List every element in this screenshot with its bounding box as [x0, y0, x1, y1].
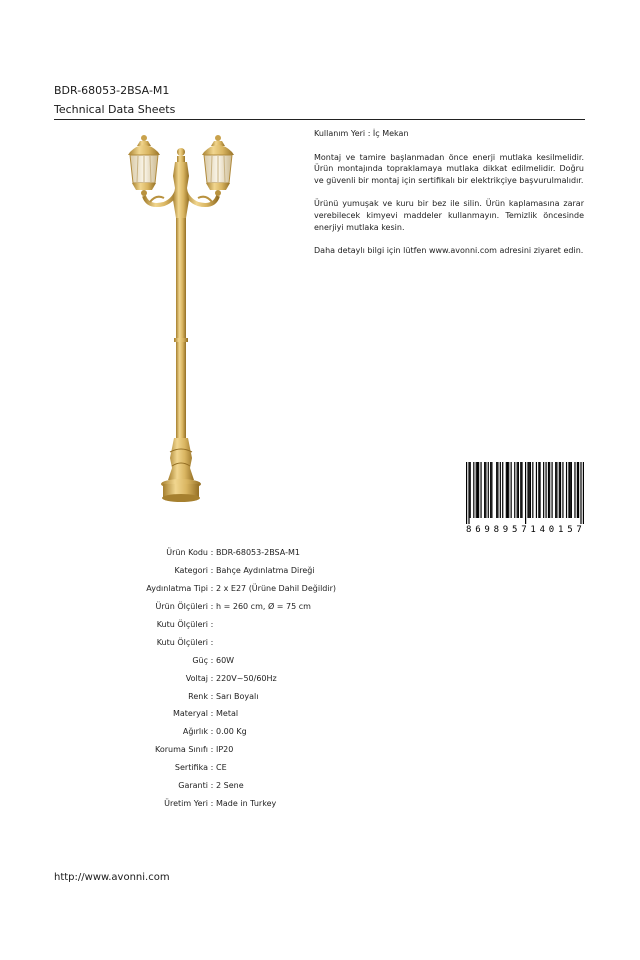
spec-value: Metal [216, 709, 239, 719]
barcode-bar [577, 462, 578, 518]
barcode-bar [497, 462, 498, 518]
spec-row [90, 544, 416, 562]
barcode-bar [496, 462, 497, 518]
spec-row [90, 741, 416, 759]
spec-value: BDR-68053-2BSA-M1 [216, 548, 300, 558]
footer-url: http://www.avonni.com [54, 872, 170, 883]
barcode-digit: 1 [530, 525, 536, 534]
spec-separator: : [210, 584, 214, 594]
barcode-bar [473, 462, 474, 518]
barcode-bar [527, 462, 528, 518]
spec-row [90, 669, 416, 687]
barcode-digit: 6 [475, 525, 481, 534]
barcode-bar [555, 462, 556, 518]
spec-label: Koruma Sınıfı [155, 745, 208, 755]
lamp-post-illustration [120, 128, 242, 508]
installation-warning: Montaj ve tamire başlanmadan önce enerji mutlaka kesilmelidir. Ürün montajında topraklamaya mutlaka dikkat edilmelidir. Doğru ve güvenli bir montaj için sertifikalı bir elektrikçiye başvurulmalıdır. [314, 152, 584, 185]
spec-value: Made in Turkey [216, 798, 277, 808]
spec-row [90, 616, 416, 634]
barcode-bar [574, 462, 575, 518]
barcode-bar [480, 462, 481, 518]
barcode-graphic [464, 462, 586, 534]
barcode-bar [507, 462, 508, 518]
barcode-bar [549, 462, 550, 518]
spec-row [90, 723, 416, 741]
spec-value: 0.00 Kg [216, 727, 247, 737]
spec-row [90, 562, 416, 580]
spec-row [90, 651, 416, 669]
barcode-bar [491, 462, 492, 518]
barcode-digit: 9 [502, 525, 509, 534]
left-lantern [128, 135, 160, 196]
barcode-bar [506, 462, 507, 518]
barcode-bar [532, 462, 533, 518]
spec-separator: : [210, 620, 214, 629]
barcode-bar [570, 462, 571, 518]
more-info-note: Daha detaylı bilgi için lütfen www.avonni.com adresini ziyaret edin. [314, 246, 584, 256]
barcode-bar [562, 462, 563, 518]
spec-separator: : [210, 602, 214, 612]
barcode-bar [477, 462, 478, 518]
spec-label: Kutu Ölçüleri [156, 620, 208, 629]
barcode-bar [556, 462, 557, 518]
barcode-bar [530, 462, 531, 518]
spec-label: Renk [188, 691, 208, 701]
spec-separator: : [210, 763, 214, 773]
spec-label: Üretim Yeri [164, 798, 208, 808]
spec-separator: : [210, 566, 214, 576]
barcode-bar [484, 462, 485, 518]
barcode-bar [468, 462, 469, 524]
barcode-bar [539, 462, 540, 518]
spec-label: Garanti [178, 781, 208, 791]
header-divider [54, 119, 585, 120]
spec-value: 220V~50/60Hz [216, 673, 277, 683]
barcode-bar [560, 462, 561, 518]
barcode-bar [502, 462, 503, 518]
barcode-bar [525, 462, 526, 524]
spec-separator: : [210, 691, 214, 701]
spec-label: Ürün Kodu [166, 548, 208, 558]
barcode-digit: 5 [512, 525, 518, 534]
barcode-digit: 5 [567, 525, 573, 534]
spec-label: Kutu Ölçüleri [156, 637, 208, 647]
barcode-bar [538, 462, 539, 518]
barcode-digit: 4 [539, 525, 546, 534]
spec-row [90, 633, 416, 651]
barcode-digit: 8 [466, 525, 472, 534]
barcode-bar [511, 462, 512, 518]
usage-location: Kullanım Yeri : İç Mekan [314, 129, 409, 138]
barcode-bar [568, 462, 569, 518]
spec-label: Sertifika [174, 763, 208, 773]
barcode [464, 462, 586, 534]
cleaning-instructions: Ürünü yumuşak ve kuru bir bez ile silin. Ürün kaplamasına zarar verebilecek kimyevi maddeler kullanmayın. Temizlik öncesinde enerjiyi mutlaka kesin. [314, 199, 584, 232]
right-lantern [202, 135, 234, 196]
barcode-bar [559, 462, 560, 518]
spec-label: Ürün Ölçüleri [155, 602, 208, 612]
barcode-bar [476, 462, 477, 518]
spec-value: 2 x E27 (Ürüne Dahil Değildir) [216, 584, 336, 594]
spec-separator: : [210, 798, 214, 808]
spec-separator: : [210, 745, 214, 755]
barcode-bar [566, 462, 567, 518]
barcode-bar [488, 462, 489, 518]
spec-value: 2 Sene [216, 781, 244, 791]
spec-row [90, 777, 416, 795]
barcode-bar [490, 462, 491, 518]
spec-label: Voltaj [185, 673, 208, 683]
barcode-bar [517, 462, 518, 518]
spec-row [90, 687, 416, 705]
barcode-bar [545, 462, 546, 518]
barcode-bar [470, 462, 471, 518]
barcode-bar [518, 462, 519, 518]
spec-table [90, 544, 416, 812]
spec-row [90, 759, 416, 777]
barcode-bar [508, 462, 509, 518]
barcode-bar [543, 462, 544, 518]
spec-separator: : [210, 781, 214, 791]
barcode-bar [571, 462, 572, 518]
barcode-bar [520, 462, 521, 518]
spec-row [90, 598, 416, 616]
spec-row [90, 580, 416, 598]
spec-separator: : [210, 548, 214, 558]
barcode-digit: 0 [548, 525, 555, 534]
spec-label: Kategori [174, 566, 208, 576]
spec-value: IP20 [216, 745, 234, 755]
barcode-bar [478, 462, 479, 518]
spec-value: h = 260 cm, Ø = 75 cm [216, 602, 311, 612]
spec-separator: : [210, 709, 214, 719]
spec-separator: : [210, 655, 214, 665]
barcode-bar [500, 462, 501, 518]
spec-value: Sarı Boyalı [216, 691, 259, 701]
spec-separator: : [210, 637, 214, 647]
barcode-bar [548, 462, 549, 518]
header-product-code: BDR-68053-2BSA-M1 [54, 84, 170, 97]
barcode-digit: 7 [521, 525, 527, 534]
barcode-bar [551, 462, 552, 518]
barcode-bar [578, 462, 579, 518]
spec-value: 60W [216, 655, 235, 665]
barcode-digit: 1 [558, 525, 564, 534]
spec-separator: : [210, 673, 214, 683]
header-subtitle: Technical Data Sheets [54, 103, 176, 116]
spec-label: Materyal [172, 709, 208, 719]
barcode-bar [536, 462, 537, 518]
spec-row [90, 705, 416, 723]
barcode-bar [485, 462, 486, 518]
spec-label: Güç [192, 655, 208, 665]
spec-value: Bahçe Aydınlatma Direği [216, 566, 315, 576]
product-image [120, 128, 242, 508]
barcode-bar [514, 462, 515, 518]
barcode-bar [580, 462, 581, 524]
spec-label: Ağırlık [182, 727, 208, 737]
barcode-bar [583, 462, 584, 524]
barcode-digit: 8 [493, 525, 500, 534]
spec-value: CE [216, 763, 227, 773]
barcode-digit: 9 [484, 525, 490, 534]
barcode-bar [466, 462, 467, 524]
spec-separator: : [210, 727, 214, 737]
info-block [314, 128, 584, 269]
barcode-digit: 7 [576, 525, 582, 534]
spec-label: Aydınlatma Tipi [146, 584, 208, 594]
barcode-bar [521, 462, 522, 518]
barcode-bar [529, 462, 530, 518]
spec-row [90, 794, 416, 812]
